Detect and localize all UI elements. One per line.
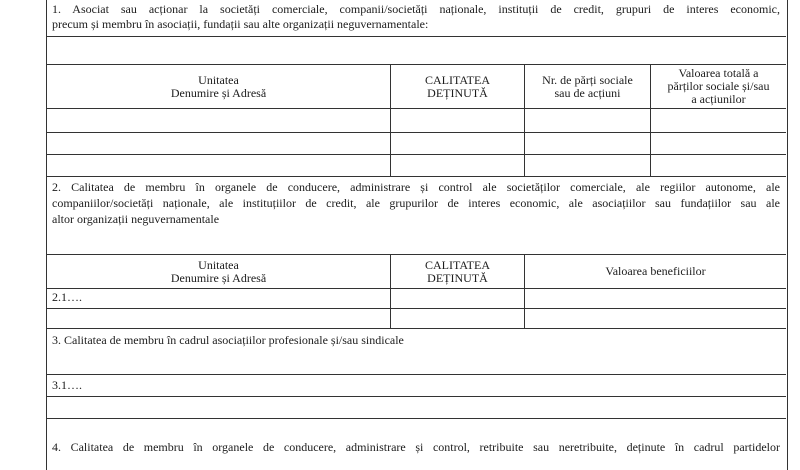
table1-bottom-border <box>46 176 786 177</box>
table1-header-shares: Nr. de părți sociale sau de acțiuni <box>542 72 633 100</box>
table2-header-unit: Unitatea Denumire și Adresă <box>170 257 267 285</box>
section3-row1-label: 3.1…. <box>52 378 82 392</box>
table2-header-border <box>46 288 786 289</box>
section1-heading-border <box>46 36 786 37</box>
table1-header-unit: Unitatea Denumire și Adresă <box>170 72 267 100</box>
section2-heading-line1: 2. Calitatea de membru în organele de conducere, administrare și control ale societăților comerciale, ale regiilor autonome, ale <box>52 180 780 194</box>
table1-header-role: CALITATEA DEȚINUTĂ <box>424 72 491 100</box>
table2-row1-label: 2.1…. <box>52 290 82 304</box>
table2-bottom-border <box>46 328 786 329</box>
section3-row1-border <box>46 396 786 397</box>
table2-header-benefits: Valoarea beneficiilor <box>605 264 706 278</box>
table1-header-border <box>46 108 786 109</box>
section3-top-border <box>46 374 786 375</box>
section1-heading-line2: precum și membru în asociații, fundații sau alte organizații neguvernamentale: <box>52 17 429 31</box>
section2-heading-line2: companiilor/societăți naționale, ale instituțiilor de credit, ale grupurilor de interes economic, ale asociațiilor sau fundațiilor sau ale <box>52 196 780 210</box>
table1-row2-border <box>46 154 786 155</box>
table1-header-value: Valoarea totală a părților sociale și/sau a acțiunilor <box>667 66 770 106</box>
section4-heading-line1: 4. Calitatea de membru în organele de conducere, administrare și control, retribuite sau neretribuite, deținute în cadrul partidelor <box>52 440 780 454</box>
table1-row1-border <box>46 132 786 133</box>
section2-heading-line3: altor organizații neguvernamentale <box>52 212 220 226</box>
table2-header-role: CALITATEA DEȚINUTĂ <box>424 257 491 285</box>
table2-row1-border <box>46 308 786 309</box>
section1-heading-line1: 1. Asociat sau acționar la societăți comerciale, companii/societăți naționale, instituții de credit, grupuri de interes economic, <box>52 2 780 16</box>
section3-heading: 3. Calitatea de membru în cadrul asociațiilor profesionale și/sau sindicale <box>52 333 404 347</box>
section3-bottom-border <box>46 418 786 419</box>
